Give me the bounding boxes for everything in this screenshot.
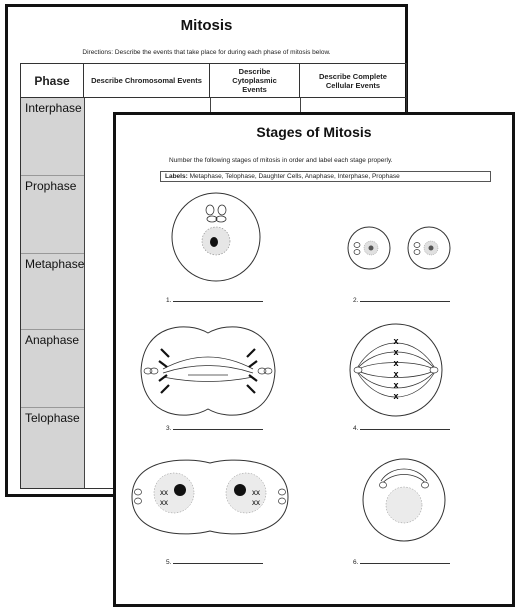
svg-text:x: x (393, 369, 399, 379)
answer-line-1[interactable]: 1. (166, 295, 263, 304)
cell-diagram-3 (133, 323, 283, 419)
column-divider (84, 98, 85, 488)
labels-prefix: Labels: (165, 173, 188, 180)
header-cellular: Describe Complete Cellular Events (300, 64, 406, 98)
cell-diagram-5 (128, 453, 293, 543)
directions-text: Directions: Describe the events that take place for during each phase of mitosis below. (82, 49, 331, 56)
svg-text:x: x (393, 358, 399, 368)
instructions-text: Number the following stages of mitosis in order and label each stage properly. (169, 157, 393, 164)
svg-text:xx: xx (160, 498, 168, 507)
svg-text:xx: xx (252, 498, 260, 507)
svg-text:x: x (393, 380, 399, 390)
cell-diagram-2 (344, 225, 454, 273)
svg-text:x: x (393, 336, 399, 346)
header-chromosomal: Describe Chromosomal Events (84, 64, 210, 98)
worksheet-title: Mitosis (180, 17, 233, 34)
answer-line-6[interactable]: 6. (353, 557, 450, 566)
worksheet-title: Stages of Mitosis (256, 124, 372, 140)
cell-diagram-4 (346, 320, 446, 420)
cell-diagram-1 (168, 189, 268, 289)
labels-box (160, 171, 491, 182)
answer-line-4[interactable]: 4. (353, 423, 450, 432)
cell-diagram-6 (359, 455, 449, 545)
header-phase: Phase (21, 64, 84, 98)
answer-line-2[interactable]: 2. (353, 295, 450, 304)
svg-text:x: x (393, 347, 399, 357)
phase-metaphase: Metaphase (21, 254, 84, 330)
phase-prophase: Prophase (21, 176, 84, 254)
svg-text:xx: xx (252, 488, 260, 497)
answer-line-5[interactable]: 5. (166, 557, 263, 566)
svg-text:x: x (393, 391, 399, 401)
phase-telophase: Telophase (21, 408, 84, 488)
phase-anaphase: Anaphase (21, 330, 84, 408)
phase-interphase: Interphase (21, 98, 84, 176)
labels-list: Metaphase, Telophase, Daughter Cells, Anaphase, Interphase, Prophase (189, 173, 400, 180)
stages-of-mitosis-worksheet (113, 112, 515, 607)
header-cytoplasmic: Describe Cytoplasmic Events (210, 64, 300, 98)
answer-line-3[interactable]: 3. (166, 423, 263, 432)
svg-text:xx: xx (160, 488, 168, 497)
